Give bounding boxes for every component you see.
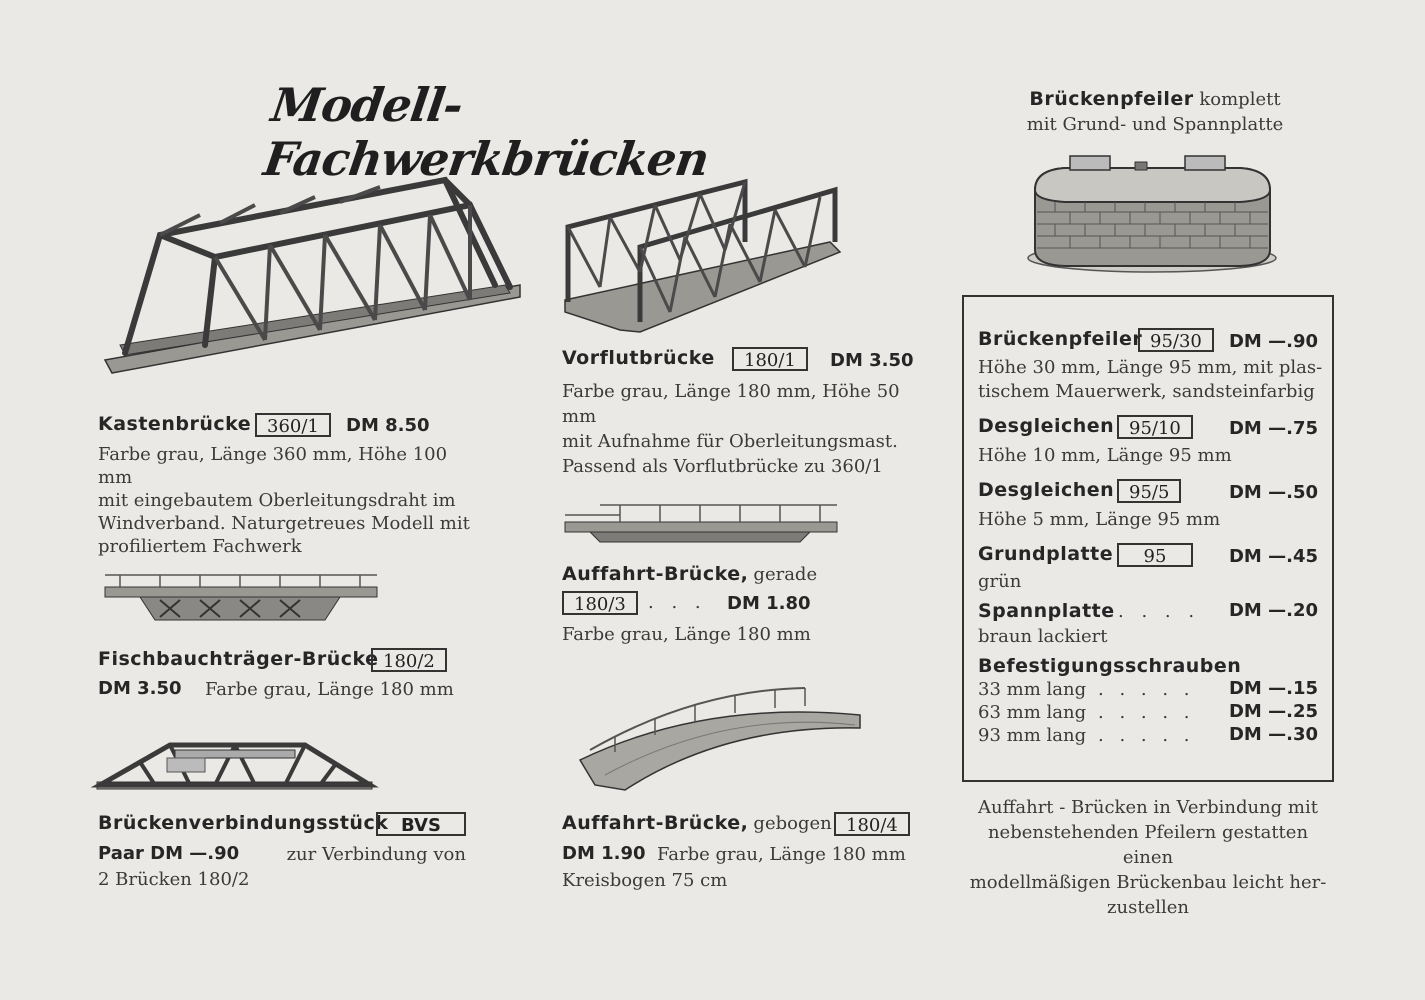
pier-item-2 [978, 415, 1318, 437]
screw-row [978, 678, 1318, 701]
pier-item-5-desc: braun lackiert [978, 626, 1108, 647]
screw-row [978, 724, 1318, 747]
fischbauch-desc: Farbe grau, Länge 180 mm [205, 679, 454, 700]
fischbauch-name: Fischbauchträger-Brücke [98, 648, 379, 670]
footer-note-line-1: Auffahrt - Brücken in Verbindung mit [977, 797, 1318, 818]
bvs-price: Paar DM —.90 [98, 843, 240, 864]
vorflutbruecke-desc-2: mit Aufnahme für Oberleitungsmast. [562, 431, 898, 452]
pier-item-5-dots: . . . . [1118, 601, 1201, 622]
vorflutbruecke-desc-3: Passend als Vorflutbrücke zu 360/1 [562, 456, 883, 477]
pier-item-1 [978, 328, 1318, 350]
auffahrt-gerade-price: DM 1.80 [727, 593, 811, 614]
pier-item-4-code: 95 [1117, 543, 1193, 567]
kastenbruecke-name: Kastenbrücke [98, 413, 252, 435]
pier-item-2-code: 95/10 [1117, 415, 1193, 439]
auffahrt-gebogen-desc-1: Farbe grau, Länge 180 mm [657, 844, 906, 865]
footer-note-line-3: modellmäßigen Brückenbau leicht her- [969, 872, 1327, 893]
pier-intro-rest: komplett [1199, 89, 1281, 110]
vorflutbruecke-price: DM 3.50 [830, 350, 914, 371]
screw-row [978, 701, 1318, 724]
bvs-desc-2: 2 Brücken 180/2 [98, 869, 250, 890]
pier-item-1-code: 95/30 [1138, 328, 1214, 352]
kastenbruecke-desc-2: mit eingebautem Oberleitungsdraht im [98, 490, 456, 511]
auffahrt-gebogen-desc-2: Kreisbogen 75 cm [562, 870, 728, 891]
pier-item-2-desc: Höhe 10 mm, Länge 95 mm [978, 445, 1232, 466]
kastenbruecke-price: DM 8.50 [346, 415, 430, 436]
pier-intro [1000, 87, 1310, 137]
pier-item-3-desc: Höhe 5 mm, Länge 95 mm [978, 509, 1221, 530]
pier-item-3-price: DM —.50 [1228, 482, 1318, 503]
screw-row-label: 93 mm lang [978, 725, 1087, 746]
footer-note [962, 795, 1334, 920]
bvs-block [98, 812, 470, 891]
pier-item-4-desc: grün [978, 571, 1022, 592]
pier-item-4-price: DM —.45 [1228, 546, 1318, 567]
screw-row-price: DM —.25 [1228, 701, 1318, 722]
pier-item-5-name: Spannplatte [978, 600, 1115, 622]
pier-item-4 [978, 543, 1318, 565]
kastenbruecke-desc-1: Farbe grau, Länge 360 mm, Höhe 100 mm [98, 444, 448, 488]
screw-row-dots: . . . . . [1098, 725, 1195, 746]
screw-row-label: 63 mm lang [978, 702, 1087, 723]
vorflutbruecke-block [562, 347, 937, 479]
kastenbruecke-code: 360/1 [255, 413, 331, 437]
pier-intro-name: Brückenpfeiler [1029, 88, 1194, 110]
auffahrt-gerade-dots: . . . [648, 592, 707, 613]
pier-item-1-name: Brückenpfeiler [978, 328, 1143, 350]
auffahrt-gerade-variant: gerade [753, 564, 818, 585]
vorflutbruecke-illustration [560, 172, 845, 332]
vorflutbruecke-code: 180/1 [732, 347, 808, 371]
pier-item-1-desc-2: tischem Mauerwerk, sandsteinfarbig [978, 381, 1315, 402]
kastenbruecke-desc-3: Windverband. Naturgetreues Modell mit [98, 513, 470, 534]
auffahrt-gebogen-code: 180/4 [834, 812, 910, 836]
screw-row-dots: . . . . . [1098, 679, 1195, 700]
pier-item-3 [978, 479, 1318, 501]
screw-row-label: 33 mm lang [978, 679, 1087, 700]
pier-illustration [1025, 150, 1280, 275]
pier-item-3-name: Desgleichen [978, 479, 1115, 501]
screw-row-price: DM —.15 [1228, 678, 1318, 699]
pier-item-5-price: DM —.20 [1228, 600, 1318, 621]
pier-item-2-name: Desgleichen [978, 415, 1115, 437]
bvs-name: Brückenverbindungsstück [98, 812, 389, 834]
screws-heading: Befestigungsschrauben [978, 655, 1242, 677]
page-title: Modell-Fachwerkbrücken [260, 78, 712, 186]
bvs-illustration [95, 740, 375, 795]
pier-intro-line2: mit Grund- und Spannplatte [1026, 114, 1284, 135]
pier-item-1-price: DM —.90 [1228, 331, 1318, 352]
pier-item-2-price: DM —.75 [1228, 418, 1318, 439]
screw-row-price: DM —.30 [1228, 724, 1318, 745]
footer-note-line-4: zustellen [1107, 897, 1189, 918]
auffahrt-gerade-name: Auffahrt-Brücke, [562, 563, 749, 585]
auffahrt-gebogen-name: Auffahrt-Brücke, [562, 812, 749, 834]
auffahrt-gerade-desc: Farbe grau, Länge 180 mm [562, 624, 811, 645]
fischbauch-illustration [100, 565, 380, 625]
auffahrt-gebogen-price: DM 1.90 [562, 843, 646, 864]
auffahrt-gerade-illustration [560, 500, 842, 545]
auffahrt-gebogen-block [562, 812, 922, 892]
vorflutbruecke-name: Vorflutbrücke [562, 347, 715, 369]
pier-item-5 [978, 600, 1318, 622]
kastenbruecke-block [98, 413, 473, 558]
fischbauch-code: 180/2 [371, 648, 447, 672]
auffahrt-gerade-code: 180/3 [562, 591, 638, 615]
bvs-desc-1: zur Verbindung von [286, 844, 466, 865]
kastenbruecke-illustration [100, 175, 525, 375]
footer-note-line-2: nebenstehenden Pfeilern gestatten einen [987, 822, 1309, 868]
screw-row-dots: . . . . . [1098, 702, 1195, 723]
bvs-code: BVS [376, 812, 466, 836]
auffahrt-gebogen-variant: gebogen [753, 813, 832, 834]
vorflutbruecke-desc-1: Farbe grau, Länge 180 mm, Höhe 50 mm [562, 381, 900, 427]
auffahrt-gebogen-illustration [575, 680, 865, 795]
pier-item-1-desc-1: Höhe 30 mm, Länge 95 mm, mit plas- [978, 357, 1323, 378]
fischbauch-price: DM 3.50 [98, 678, 182, 699]
fischbauch-block [98, 648, 478, 702]
pier-item-3-code: 95/5 [1117, 479, 1181, 503]
pier-item-4-name: Grundplatte [978, 543, 1114, 565]
kastenbruecke-desc-4: profiliertem Fachwerk [98, 536, 302, 557]
auffahrt-gerade-block [562, 563, 892, 646]
